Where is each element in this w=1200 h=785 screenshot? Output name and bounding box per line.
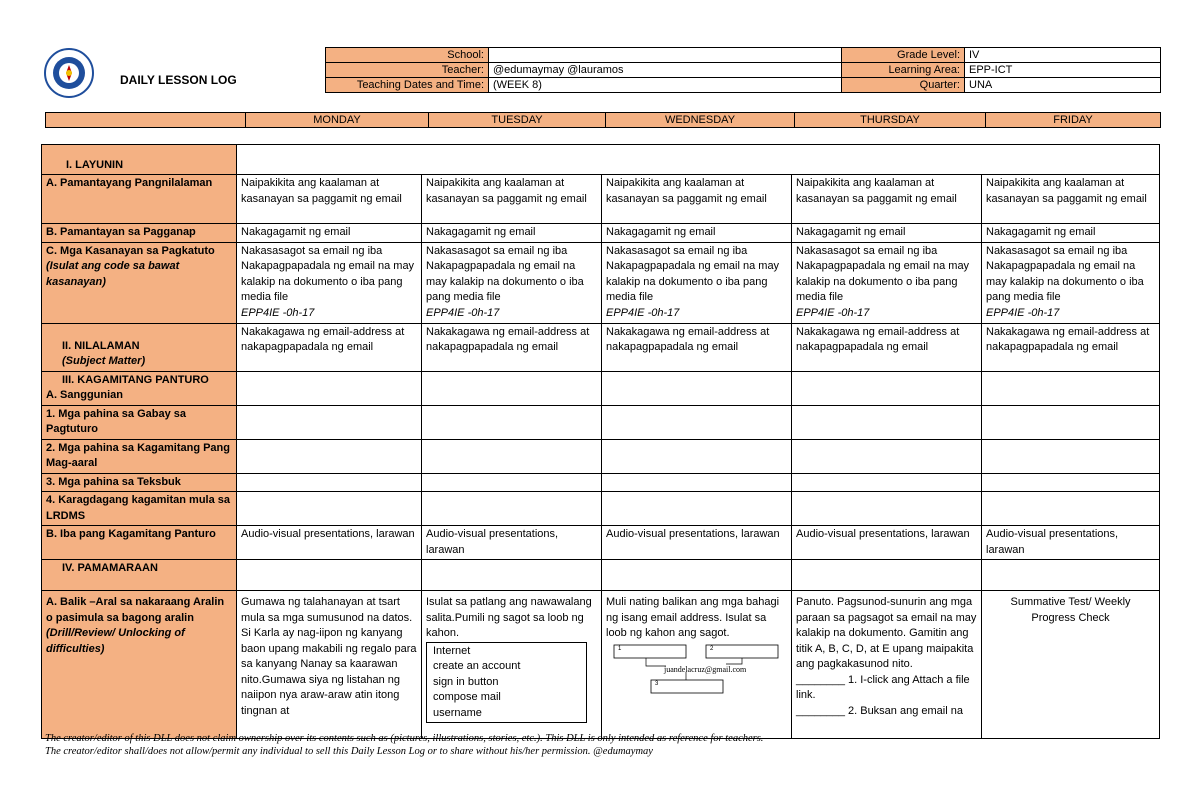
cell-sanggunian-2 — [422, 371, 602, 405]
c-line2: Nakapagpapadala ng email na may kalakip na dokumento o iba pang media file — [796, 260, 970, 303]
section-kagamitang-panturo — [42, 371, 237, 405]
wednesday-task: Muli nating balikan ang mga bahagi ng isang email address. Isulat sa loob ng kahon ang sagot. — [606, 596, 780, 639]
cell-balik-wednesday — [602, 591, 792, 739]
school-label: School: — [326, 48, 489, 63]
cell-a-friday: Naipakikita ang kaalaman at kasanayan sa paggamit ng email — [982, 175, 1160, 224]
cell-nilalaman-monday: Nakakagawa ng email-address at nakapagpapadala ng email — [237, 323, 422, 371]
day-header-row — [45, 112, 1161, 128]
layunin-blank — [237, 145, 1160, 175]
cell-r1-2 — [422, 405, 602, 439]
cell-r3-1 — [237, 473, 422, 492]
cell-pam-4 — [792, 560, 982, 591]
row-iba-pang-kagamitan: B. Iba pang Kagamitang Panturo — [42, 526, 237, 560]
cell-r3-4 — [792, 473, 982, 492]
c-line1: Nakasasagot sa email ng iba — [241, 244, 383, 257]
monday-task: Gumawa ng talahanayan at tsart mula sa mga sumusunod na datos. — [241, 596, 413, 624]
cell-iba-thursday: Audio-visual presentations, larawan — [792, 526, 982, 560]
cell-sanggunian-1 — [237, 371, 422, 405]
cell-nilalaman-friday: Nakakagawa ng email-address at nakapagpapadala ng email — [982, 323, 1160, 371]
cell-b-monday: Nakagagamit ng email — [237, 224, 422, 243]
wed-box-number-3: 3 — [655, 680, 659, 687]
cell-r2-5 — [982, 439, 1160, 473]
cell-c-friday — [982, 242, 1160, 323]
row-balik-aral — [42, 591, 237, 739]
cell-b-wednesday: Nakagagamit ng email — [602, 224, 792, 243]
cell-r2-2 — [422, 439, 602, 473]
day-thursday: THURSDAY — [795, 113, 986, 128]
cell-a-monday: Naipakikita ang kaalaman at kasanayan sa paggamit ng email — [237, 175, 422, 224]
cell-r4-2 — [422, 492, 602, 526]
c-line2: Nakapagpapadala ng email na may kalakip na dokumento o iba pang media file — [986, 260, 1144, 303]
balik-sub: (Drill/Review/ Unlocking of difficulties) — [46, 627, 185, 655]
cell-a-wednesday: Naipakikita ang kaalaman at kasanayan sa paggamit ng email — [602, 175, 792, 224]
cell-balik-friday — [982, 591, 1160, 739]
day-header-blank — [46, 113, 246, 128]
cell-r4-4 — [792, 492, 982, 526]
header-info-table — [325, 47, 1161, 93]
row-lrdms: 4. Karagdagang kagamitan mula sa LRDMS — [42, 492, 237, 526]
cell-r1-1 — [237, 405, 422, 439]
cell-sanggunian-3 — [602, 371, 792, 405]
deped-seal-logo — [44, 48, 94, 98]
cell-iba-friday: Audio-visual presentations, larawan — [982, 526, 1160, 560]
c-code: EPP4IE -0h-17 — [241, 306, 315, 319]
word-bank-item: Internet — [433, 644, 471, 657]
cell-r1-3 — [602, 405, 792, 439]
cell-r2-3 — [602, 439, 792, 473]
email-parts-diagram — [606, 642, 787, 702]
balik-label: A. Balik –Aral sa nakaraang Aralin o pasimula sa bagong aralin — [46, 596, 225, 624]
nilalaman-sub: (Subject Matter) — [62, 355, 146, 367]
disclaimer-line-2: The creator/editor shall/does not allow/permit any individual to sell this Daily Lesson Log or to share without his/her permission. @edumaymay — [45, 746, 653, 757]
day-friday: FRIDAY — [986, 113, 1161, 128]
day-monday: MONDAY — [246, 113, 429, 128]
cell-iba-tuesday: Audio-visual presentations, larawan — [422, 526, 602, 560]
cell-balik-monday — [237, 591, 422, 739]
cell-sanggunian-4 — [792, 371, 982, 405]
section-layunin: I. LAYUNIN — [42, 145, 237, 175]
disclaimer-footer — [45, 732, 763, 758]
c-line1: Nakasasagot sa email ng iba — [986, 244, 1128, 257]
word-bank-item: create an account — [433, 660, 521, 672]
disclaimer-line-1: The creator/editor of this DLL does not claim ownership over its contents such as (pictures, illustrations, stories, etc.). This DLL is only intended as reference for teachers. — [45, 733, 764, 744]
row-pamantayan-sa-pagganap: B. Pamantayan sa Pagganap — [42, 224, 237, 243]
kasanayan-label: C. Mga Kasanayan sa Pagkatuto — [46, 244, 215, 257]
cell-r3-2 — [422, 473, 602, 492]
teacher-label: Teacher: — [326, 63, 489, 78]
sample-email-address: juandelacruz@gmail.com — [664, 664, 747, 674]
c-line2: Nakapagpapadala ng email na may kalakip na dokumento o iba pang media file — [606, 260, 780, 303]
quarter-field[interactable]: UNA — [965, 78, 1161, 93]
wed-box-number-2: 2 — [710, 645, 714, 652]
learning-area-label: Learning Area: — [842, 63, 965, 78]
school-field[interactable] — [489, 48, 842, 63]
c-line1: Nakasasagot sa email ng iba — [426, 244, 568, 257]
cell-c-wednesday — [602, 242, 792, 323]
cell-sanggunian-5 — [982, 371, 1160, 405]
c-code: EPP4IE -0h-17 — [606, 306, 680, 319]
day-tuesday: TUESDAY — [429, 113, 606, 128]
row-pamantayang-pangnilalaman: A. Pamantayang Pangnilalaman — [42, 175, 237, 224]
thursday-step-1: ________ 1. I-click ang Attach a file link. — [796, 673, 970, 701]
tuesday-task: Isulat sa patlang ang nawawalang salita.Pumili ng sagot sa loob ng kahon. — [426, 596, 592, 639]
row-kagamitang-pang-mag-aaral: 2. Mga pahina sa Kagamitang Pang Mag-aaral — [42, 439, 237, 473]
nilalaman-label: II. NILALAMAN — [62, 339, 140, 352]
monday-story: Si Karla ay nag-iipon ng kanyang baon upang makabili ng regalo para sa kanyang Nanay sa kaarawan nito.Gumawa siya ng listahan ng naiipon nya araw-araw atin itong tingnan at — [241, 627, 417, 717]
row-gabay-sa-pagtuturo: 1. Mga pahina sa Gabay sa Pagtuturo — [42, 405, 237, 439]
row-teksbuk: 3. Mga pahina sa Teksbuk — [42, 473, 237, 492]
cell-b-friday: Nakagagamit ng email — [982, 224, 1160, 243]
cell-nilalaman-wednesday: Nakakagawa ng email-address at nakapagpapadala ng email — [602, 323, 792, 371]
c-line2: Nakapagpapadala ng email na may kalakip na dokumento o iba pang media file — [426, 260, 584, 303]
word-bank-item: sign in button — [433, 675, 499, 688]
cell-r2-1 — [237, 439, 422, 473]
cell-a-tuesday: Naipakikita ang kaalaman at kasanayan sa paggamit ng email — [422, 175, 602, 224]
lesson-log-table — [41, 144, 1160, 739]
word-bank-item: username — [433, 706, 482, 719]
c-line1: Nakasasagot sa email ng iba — [606, 244, 748, 257]
cell-r3-3 — [602, 473, 792, 492]
cell-c-thursday — [792, 242, 982, 323]
c-code: EPP4IE -0h-17 — [986, 306, 1060, 319]
cell-pam-3 — [602, 560, 792, 591]
thursday-step-2: ________ 2. Buksan ang email na — [796, 704, 963, 717]
grade-level-field[interactable]: IV — [965, 48, 1161, 63]
sanggunian-label: A. Sanggunian — [46, 389, 123, 401]
section-nilalaman — [42, 323, 237, 371]
c-line2: Nakapagpapadala ng email na may kalakip na dokumento o iba pang media file — [241, 260, 415, 303]
thursday-task: Panuto. Pagsunod-sunurin ang mga paraan sa pagsagot sa email na may kalakip na dokumento. Gamitin ang titik A, B, C, D, at E upang maipakita ang pagkakasunod nito. — [796, 596, 977, 670]
cell-r1-4 — [792, 405, 982, 439]
cell-r1-5 — [982, 405, 1160, 439]
friday-summative: Summative Test/ Weekly Progress Check — [1010, 596, 1131, 624]
word-bank-box — [426, 642, 587, 724]
cell-nilalaman-tuesday: Nakakagawa ng email-address at nakapagpapadala ng email — [422, 323, 602, 371]
cell-r4-5 — [982, 492, 1160, 526]
row-mga-kasanayan — [42, 242, 237, 323]
learning-area-field[interactable]: EPP-ICT — [965, 63, 1161, 78]
kasanayan-sub: (Isulat ang code sa bawat kasanayan) — [46, 260, 180, 288]
cell-r2-4 — [792, 439, 982, 473]
section-pamamaraan: IV. PAMAMARAAN — [42, 560, 237, 591]
cell-a-thursday: Naipakikita ang kaalaman at kasanayan sa paggamit ng email — [792, 175, 982, 224]
word-bank-item: compose mail — [433, 691, 501, 703]
c-code: EPP4IE -0h-17 — [426, 306, 500, 319]
cell-iba-monday: Audio-visual presentations, larawan — [237, 526, 422, 560]
cell-r3-5 — [982, 473, 1160, 492]
cell-r4-1 — [237, 492, 422, 526]
cell-pam-5 — [982, 560, 1160, 591]
cell-b-tuesday: Nakagagamit ng email — [422, 224, 602, 243]
cell-pam-1 — [237, 560, 422, 591]
wed-box-number-1: 1 — [618, 645, 622, 652]
teaching-dates-field[interactable]: (WEEK 8) — [489, 78, 842, 93]
teaching-dates-label: Teaching Dates and Time: — [326, 78, 489, 93]
teacher-field[interactable]: @edumaymay @lauramos — [489, 63, 842, 78]
day-wednesday: WEDNESDAY — [606, 113, 795, 128]
quarter-label: Quarter: — [842, 78, 965, 93]
cell-nilalaman-thursday: Nakakagawa ng email-address at nakapagpapadala ng email — [792, 323, 982, 371]
cell-c-monday — [237, 242, 422, 323]
cell-iba-wednesday: Audio-visual presentations, larawan — [602, 526, 792, 560]
cell-b-thursday: Nakagagamit ng email — [792, 224, 982, 243]
cell-r4-3 — [602, 492, 792, 526]
cell-pam-2 — [422, 560, 602, 591]
c-code: EPP4IE -0h-17 — [796, 306, 870, 319]
cell-balik-thursday — [792, 591, 982, 739]
cell-c-tuesday — [422, 242, 602, 323]
c-line1: Nakasasagot sa email ng iba — [796, 244, 938, 257]
grade-level-label: Grade Level: — [842, 48, 965, 63]
document-title: DAILY LESSON LOG — [120, 73, 237, 87]
kagamitan-label: III. KAGAMITANG PANTURO — [62, 373, 209, 386]
cell-balik-tuesday — [422, 591, 602, 739]
